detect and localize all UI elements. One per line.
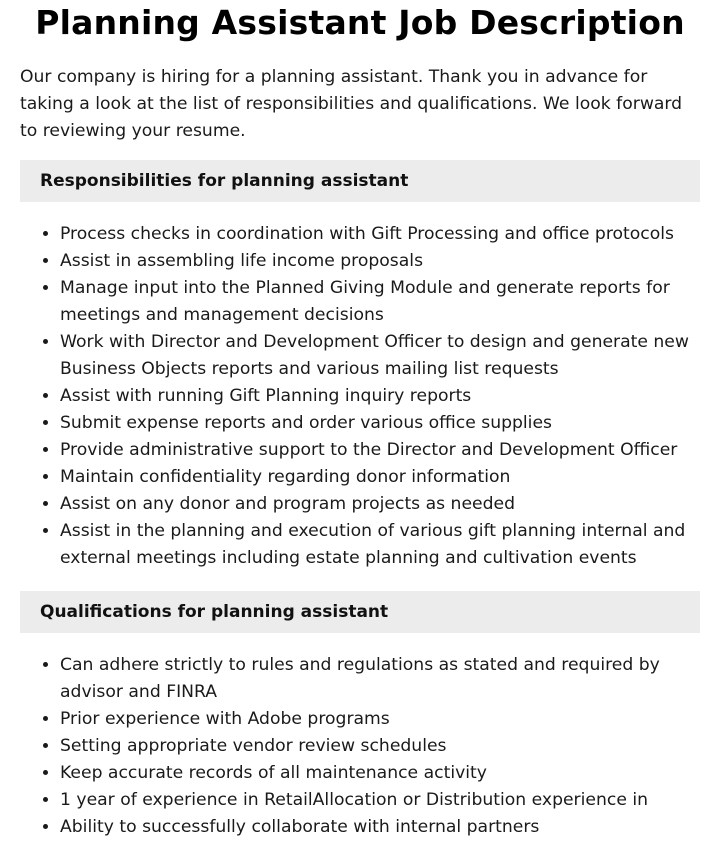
list-item: • Ability to successfully collaborate with internal partners <box>60 814 700 841</box>
page-title: Planning Assistant Job Description <box>35 3 685 42</box>
list-item: • Prior experience with Adobe programs <box>60 706 700 733</box>
list-item: • Assist on any donor and program projects as needed <box>60 491 700 518</box>
list-item: • Assist with running Gift Planning inquiry reports <box>60 383 700 410</box>
qualifications-list <box>20 652 700 841</box>
list-item: • Provide administrative support to the Director and Development Officer <box>60 437 700 464</box>
list-item: • Keep accurate records of all maintenance activity <box>60 760 700 787</box>
list-item: • Submit expense reports and order various office supplies <box>60 410 700 437</box>
list-item: • Setting appropriate vendor review schedules <box>60 733 700 760</box>
intro-paragraph: Our company is hiring for a planning assistant. Thank you in advance for taking a look at the list of responsibilities and qualifications. We look forward to reviewing your resume. <box>20 67 683 141</box>
list-item: • Work with Director and Development Officer to design and generate new Business Objects reports and various mailing list requests <box>60 329 700 383</box>
list-item: • Can adhere strictly to rules and regulations as stated and required by advisor and FINRA <box>60 652 700 706</box>
list-item: • Process checks in coordination with Gift Processing and office protocols <box>60 221 700 248</box>
qualifications-heading: Qualifications for planning assistant <box>20 591 700 633</box>
list-item: • Assist in the planning and execution of various gift planning internal and external meetings including estate planning and cultivation events <box>60 518 700 572</box>
list-item: • Assist in assembling life income proposals <box>60 248 700 275</box>
list-item: • Maintain confidentiality regarding donor information <box>60 464 700 491</box>
responsibilities-list <box>20 221 700 572</box>
list-item: • 1 year of experience in RetailAllocation or Distribution experience in <box>60 787 700 814</box>
list-item: • Manage input into the Planned Giving Module and generate reports for meetings and management decisions <box>60 275 700 329</box>
responsibilities-heading: Responsibilities for planning assistant <box>20 160 700 202</box>
